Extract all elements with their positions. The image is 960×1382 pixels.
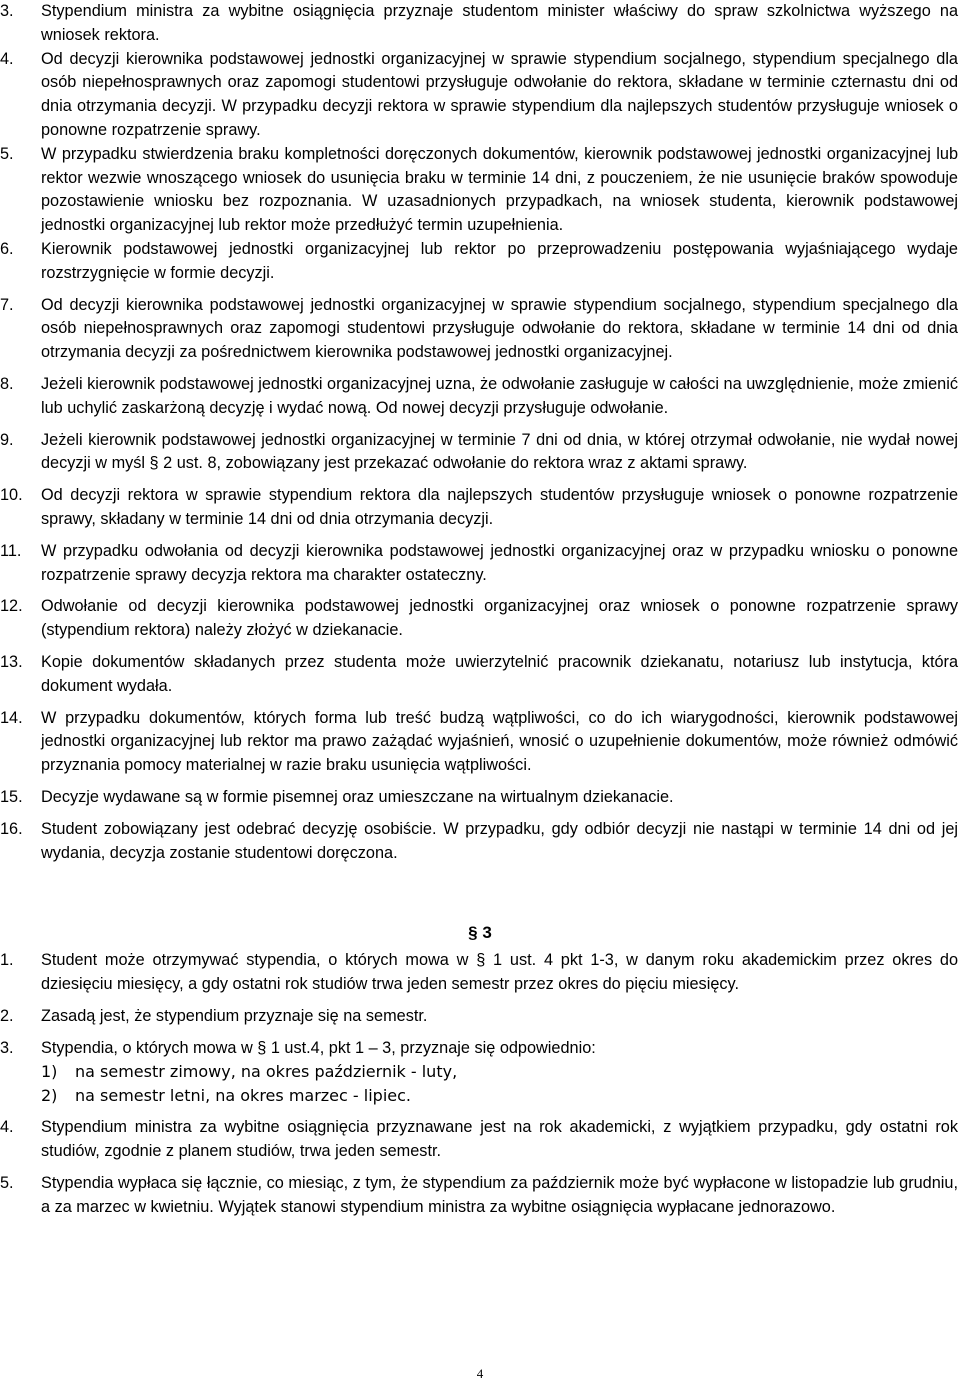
item-text: Stypendium ministra za wybitne osiągnięcia przyznaje studentom minister właściwy do spraw szkolnictwa wyższego na wniosek rektora. [41,2,958,44]
item-number: 6. [0,239,14,258]
item-number: 2. [0,1006,14,1025]
list-item [0,540,960,588]
list-item [0,595,960,643]
item-number: 1. [0,951,14,970]
sub-item-number: 2) [41,1086,58,1106]
sub-item-number: 1) [41,1062,58,1082]
item-text: W przypadku stwierdzenia braku kompletności doręczonych dokumentów, kierownik podstawowej jednostki organizacyjnej lub rektor wezwie wnoszącego wniosek do usunięcia braku w terminie 14 dni, z pouczeniem, że nie usunięcie braków spowoduje pozostawienie wniosku bez rozpoznania. W uzasadnionych przypadkach, na wniosek studenta, kierownik podstawowej jednostki organizacyjnej lub rektor może przedłużyć termin uzupełnienia. [41,144,958,235]
item-number: 7. [0,295,14,314]
list-item [0,484,960,532]
item-number: 15. [0,787,23,806]
list-item [0,429,960,477]
list-item [0,373,960,421]
item-number: 9. [0,430,14,449]
list-item [0,143,960,238]
item-number: 8. [0,374,14,393]
item-number: 14. [0,708,23,727]
list-item [0,1005,960,1029]
item-number: 3. [0,1038,14,1057]
item-text: Jeżeli kierownik podstawowej jednostki organizacyjnej w terminie 7 dni od dnia, w której otrzymał odwołanie, nie wydał nowej decyzji w myśl § 2 ust. 8, zobowiązany jest przekazać odwołanie do rektora wraz z aktami sprawy. [41,430,958,473]
item-text: W przypadku odwołania od decyzji kierownika podstawowej jednostki organizacyjnej oraz w przypadku wniosku o ponowne rozpatrzenie sprawy decyzja rektora ma charakter ostateczny. [41,541,958,584]
item-text: W przypadku dokumentów, których forma lub treść budzą wątpliwości, co do ich wiarygodności, kierownik podstawowej jednostki organizacyjnej lub rektor ma prawo zażądać wyjaśnień, wnosić o uzupełnienie dokumentów, może również odmówić przyznania pomocy materialnej w razie braku usunięcia wątpliwości. [41,708,958,775]
item-body [41,1037,960,1109]
item-text: Od decyzji kierownika podstawowej jednostki organizacyjnej w sprawie stypendium socjalnego, stypendium specjalnego dla osób niepełnosprawnych oraz zapomogi studentowi przysługuje odwołanie do rektora, składane w terminie czternastu dni od dnia otrzymania decyzji. W przypadku decyzji rektora w sprawie stypendium dla najlepszych studentów przysługuje wniosek o ponowne rozpatrzenie sprawy. [41,49,958,139]
item-number: 13. [0,652,23,671]
item-text: Student zobowiązany jest odebrać decyzję osobiście. W przypadku, gdy odbiór decyzji nie nastąpi w terminie 14 dni od jej wydania, decyzja zostanie studentowi doręczona. [41,819,958,862]
item-text: Zasadą jest, że stypendium przyznaje się na semestr. [41,1006,428,1025]
item-number: 4. [0,1118,14,1137]
item-text: Odwołanie od decyzji kierownika podstawowej jednostki organizacyjnej oraz wniosek o ponowne rozpatrzenie sprawy (stypendium rektora) należy złożyć w dziekanacie. [41,597,958,640]
item-number: 5. [0,144,14,163]
page-number: 4 [476,1366,484,1381]
list-item [0,48,960,143]
item-text: Od decyzji rektora w sprawie stypendium rektora dla najlepszych studentów przysługuje wniosek o ponowne rozpatrzenie sprawy, składany w terminie 14 dni od dnia otrzymania decyzji. [41,486,958,528]
item-text: Stypendium ministra za wybitne osiągnięcia przyznawane jest na rok akademicki, z wyjątkiem przypadku, gdy ostatni rok studiów, zgodnie z planem studiów, trwa jeden semestr. [41,1118,958,1161]
item-number: 16. [0,819,23,838]
item-text: Kierownik podstawowej jednostki organizacyjnej lub rektor po przeprowadzeniu postępowania wyjaśniającego wydaje rozstrzygnięcie w formie decyzji. [41,239,958,282]
section-3-list [0,949,960,1219]
list-item [0,1172,960,1220]
item-text: Kopie dokumentów składanych przez studenta może uwierzytelnić pracownik dziekanatu, notariusz lub instytucja, która dokument wydała. [41,652,958,695]
list-item [0,0,960,48]
list-item [0,1037,960,1109]
section-heading: § 3 [468,923,492,943]
item-number: 12. [0,597,23,616]
item-text: Od decyzji kierownika podstawowej jednostki organizacyjnej w sprawie stypendium socjalnego, stypendium specjalnego dla osób niepełnosprawnych oraz zapomogi studentowi przysługuje odwołanie do rektora, składane w terminie 14 dni od dnia otrzymania decyzji za pośrednictwem kierownika podstawowej jednostki organizacyjnej. [41,295,958,362]
list-item [0,818,960,866]
list-item [0,786,960,810]
list-item [0,1116,960,1164]
item-text: Student może otrzymywać stypendia, o których mowa w § 1 ust. 4 pkt 1-3, w danym roku akademickim przez okres do dziesięciu miesięcy, a gdy ostatni rok studiów trwa jeden semestr przez okres do pięciu miesięcy. [41,951,958,994]
sub-item-text: na semestr zimowy, na okres październik - luty, [75,1062,458,1082]
sub-item [41,1060,958,1084]
item-number: 11. [0,541,22,560]
sub-item [41,1084,958,1108]
item-text: Jeżeli kierownik podstawowej jednostki organizacyjnej uzna, że odwołanie zasługuje w całości na uwzględnienie, może zmienić lub uchylić zaskarżoną decyzję i wydać nową. Od nowej decyzji przysługuje odwołanie. [41,374,958,417]
item-text: Decyzje wydawane są w formie pisemnej oraz umieszczane na wirtualnym dziekanacie. [41,787,674,806]
item-number: 10. [0,486,23,505]
list-item [0,651,960,699]
item-number: 3. [0,2,14,20]
list-item [0,949,960,997]
list-item [0,238,960,286]
item-number: 5. [0,1174,14,1193]
list-item [0,707,960,778]
item-text: Stypendia, o których mowa w § 1 ust.4, pkt 1 – 3, przyznaje się odpowiednio: [41,1038,596,1057]
item-number: 4. [0,49,14,68]
sub-item-text: na semestr letni, na okres marzec - lipiec. [75,1086,411,1106]
list-item [0,294,960,365]
item-text: Stypendia wypłaca się łącznie, co miesiąc, z tym, że stypendium za październik może być wypłacone w listopadzie lub grudniu, a za marzec w kwietniu. Wyjątek stanowi stypendium ministra za wybitne osiągnięcia wypłacane jednorazowo. [41,1174,958,1216]
